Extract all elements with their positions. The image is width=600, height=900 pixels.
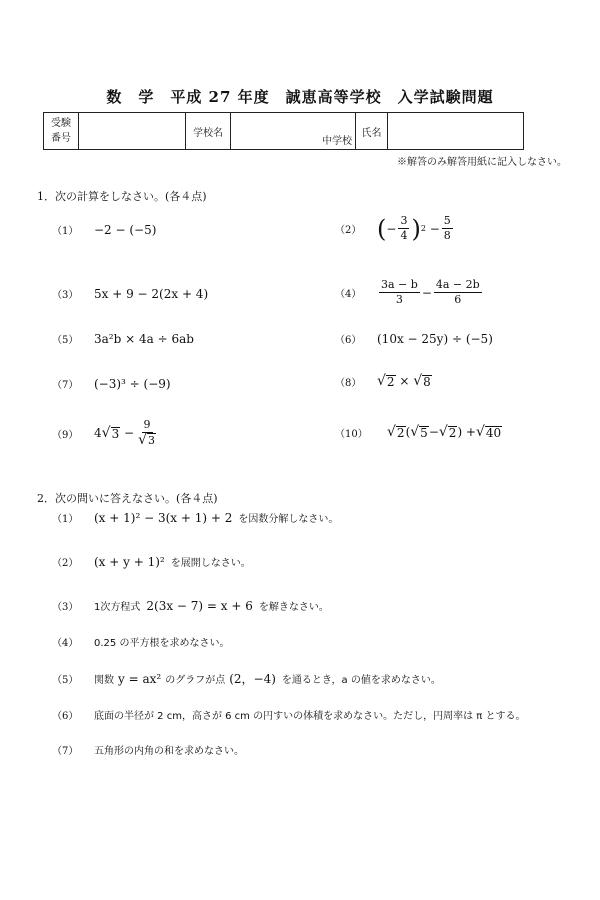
- q1-2: （2） ( − $\frac{3}{4}$ ) 2 − $\frac{5}{8}$: [335, 214, 451, 243]
- page-title: 数 学 平成 27 年度 誠恵高等学校 入学試験問題: [106, 88, 494, 106]
- section2-heading: 2．次の問いに答えなさい。(各４点): [37, 492, 218, 505]
- q1-5: （5） 3a²b × 4a ÷ 6ab: [52, 331, 194, 346]
- exam-number-label: 受験 番号: [44, 113, 79, 150]
- school-label: 学校名: [186, 113, 231, 150]
- name-label: 氏名: [356, 113, 388, 150]
- exam-number-field[interactable]: [79, 113, 186, 150]
- student-info-table: [43, 112, 524, 150]
- school-suffix: 中学校: [322, 136, 352, 147]
- q2-4: （4） 0.25 の平方根を求めなさい。: [52, 638, 230, 649]
- q2-1: （1） (x + 1)² − 3(x + 1) + 2 を因数分解しなさい。: [52, 510, 339, 525]
- q1-6: （6） (10x − 25y) ÷ (−5): [335, 331, 493, 346]
- q1-1: （1） −2 − (−5): [52, 222, 157, 237]
- q1-3: （3） 5x + 9 − 2(2x + 4): [52, 286, 209, 301]
- section1-heading: 1．次の計算をしなさい。(各４点): [37, 190, 207, 203]
- q1-4: （4） $\frac{3a - b}{3}$ − $\frac{4a - 2b}{6}$: [335, 278, 480, 306]
- q1-8: （8） √ 2 × √ 8: [335, 373, 431, 389]
- name-field[interactable]: [388, 113, 524, 150]
- answer-note: ※解答のみ解答用紙に記入しなさい。: [397, 157, 567, 168]
- q1-10: （10） √ 2 ( √ 5 − √ 2 ) + √ 40: [335, 424, 502, 440]
- q1-9: （9） 4 √ 3 − 9 √ 3: [52, 418, 155, 448]
- q2-5: （5） 関数 y = ax² のグラフが点 (2，−4) を通るとき，a の値を求めなさい。: [52, 671, 441, 686]
- q2-7: （7） 五角形の内角の和を求めなさい。: [52, 746, 244, 757]
- school-field[interactable]: [231, 113, 356, 150]
- q2-6: （6） 底面の半径が 2 cm，高さが 6 cm の円すいの体積を求めなさい。ただし，円周率は π とする。: [52, 711, 526, 722]
- q2-2: （2） (x + y + 1)² を展開しなさい。: [52, 554, 251, 569]
- q1-7: （7） (−3)³ ÷ (−9): [52, 376, 171, 391]
- q2-3: （3） 1次方程式 2(3x − 7) = x + 6 を解きなさい。: [52, 598, 329, 613]
